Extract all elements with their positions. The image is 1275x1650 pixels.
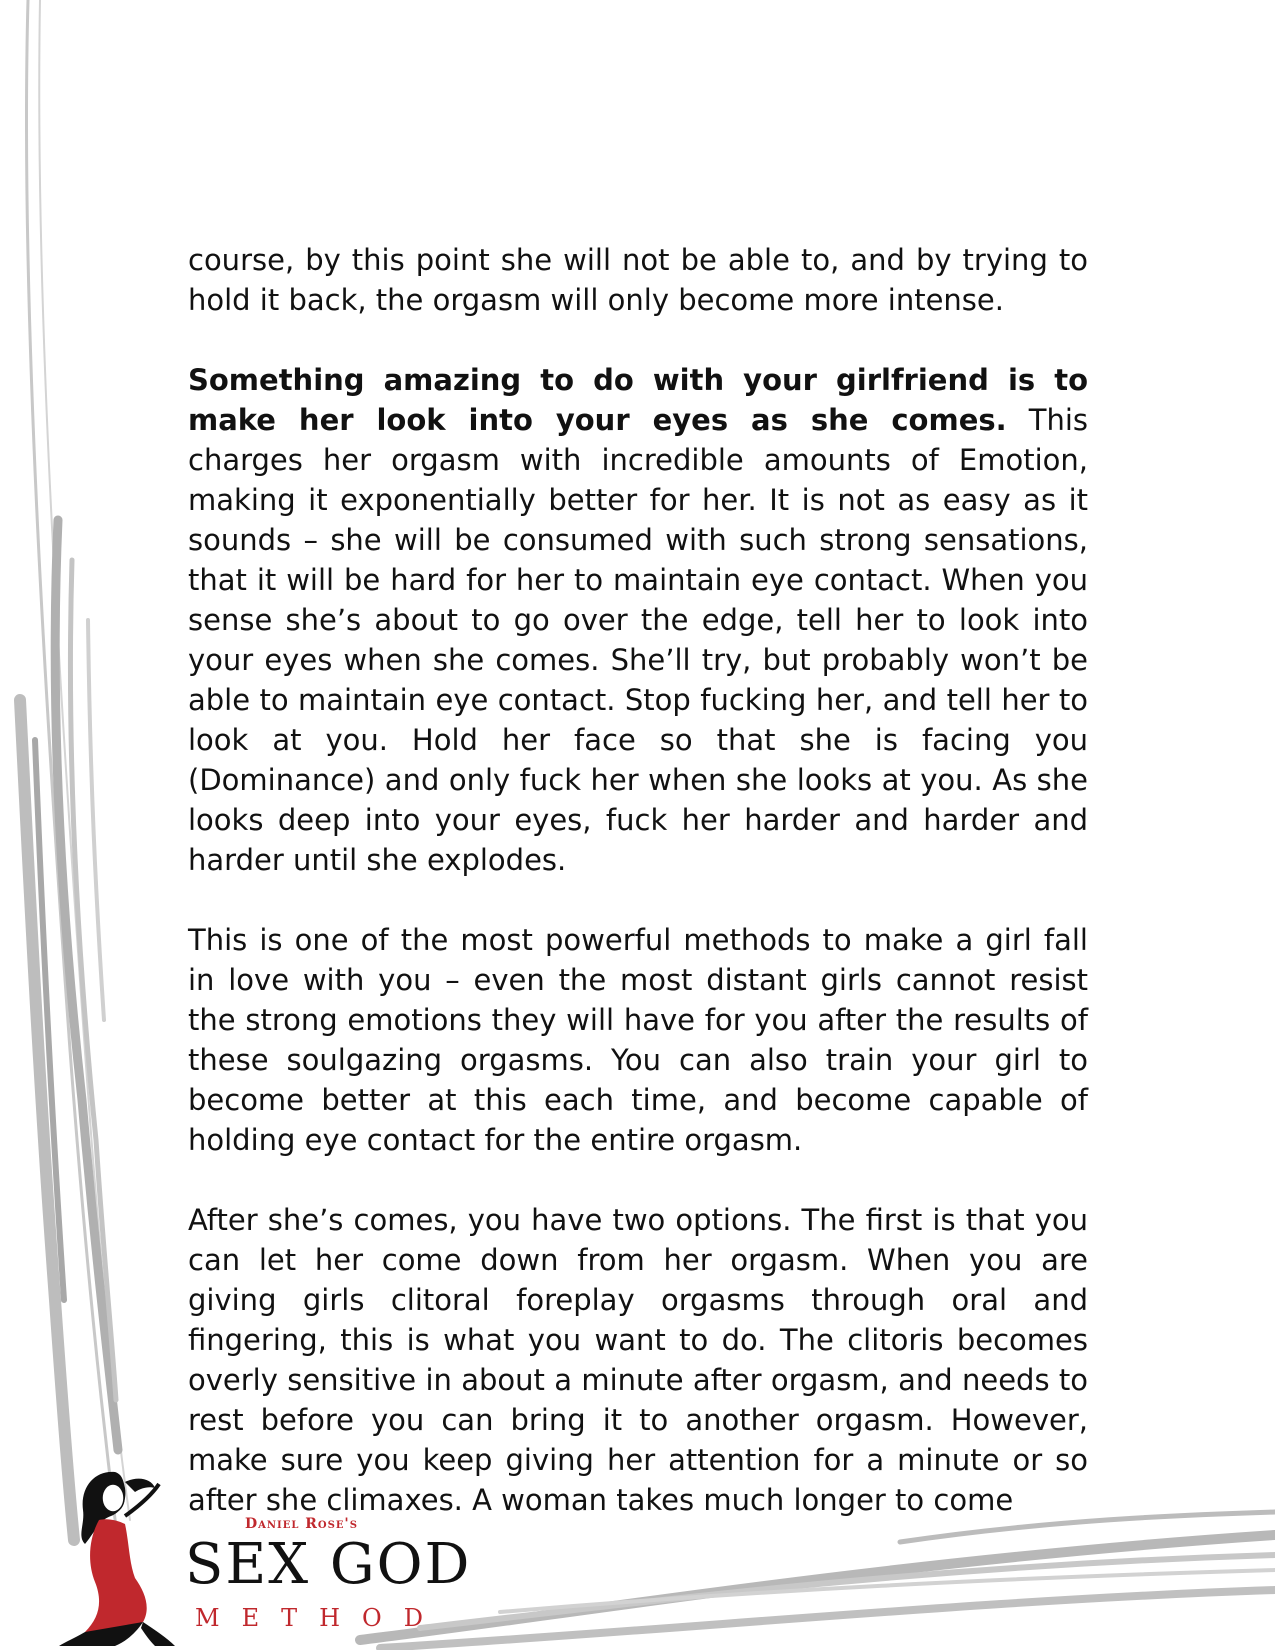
swirl-stroke	[20, 700, 74, 1540]
swirl-stroke	[380, 1590, 1275, 1648]
logo-byline: Daniel Rose's	[245, 1516, 358, 1532]
swirl-stroke	[70, 560, 116, 1400]
paragraph-2-text: This charges her orgasm with incredible amounts of Emotion, making it exponentially better for her. It is not as easy as it sounds – she will be consumed with such strong sensations, that it will be hard for her to maintain eye contact. When you sense she’s about to go over the edge, tell her to look into your eyes when she comes. She’ll try, but probably won’t be able to maintain eye contact. Stop fucking her, and tell her to look at you. Hold her face so that she is facing you (Dominance) and only fuck her when she looks at you. As she looks deep into your eyes, fuck her harder and harder and harder until she explodes.	[188, 403, 1088, 877]
logo-subtitle: METHOD	[195, 1604, 445, 1632]
swirl-stroke	[26, 0, 120, 1560]
paragraph-2-bold-lead: Something amazing to do with your girlfriend is to make her look into your eyes as she comes.	[188, 363, 1088, 437]
swirl-stroke	[35, 740, 64, 1300]
brand-logo	[55, 1462, 472, 1650]
paragraph-1: course, by this point she will not be able to, and by trying to hold it back, the orgasm will only become more intense.	[188, 243, 1088, 317]
body-text	[188, 240, 1088, 1520]
paragraph-2	[188, 360, 1088, 880]
swirl-stroke	[420, 1555, 1275, 1628]
swirl-stroke	[360, 1535, 1275, 1640]
swirl-stroke	[500, 1570, 1275, 1612]
woman-silhouette-icon	[55, 1462, 195, 1650]
paragraph-4: After she’s comes, you have two options. The first is that you can let her come down from her orgasm. When you are giving girls clitoral foreplay orgasms through oral and fingering, this is what you want to do. The clitoris becomes overly sensitive in about a minute after orgasm, and needs to rest before you can bring it to another orgasm. However, make sure you keep giving her attention for a minute or so after she climaxes. A woman takes much longer to come	[188, 1203, 1088, 1517]
swirl-stroke	[88, 620, 104, 1020]
swirl-stroke	[39, 0, 130, 1520]
swirl-stroke	[55, 520, 118, 1450]
logo-title: SEX GOD	[185, 1532, 472, 1597]
paragraph-3: This is one of the most powerful methods to make a girl fall in love with you – even the most distant girls cannot resist the strong emotions they will have for you after the results of these soulgazing orgasms. You can also train your girl to become better at this each time, and become capable of holding eye contact for the entire orgasm.	[188, 923, 1088, 1157]
